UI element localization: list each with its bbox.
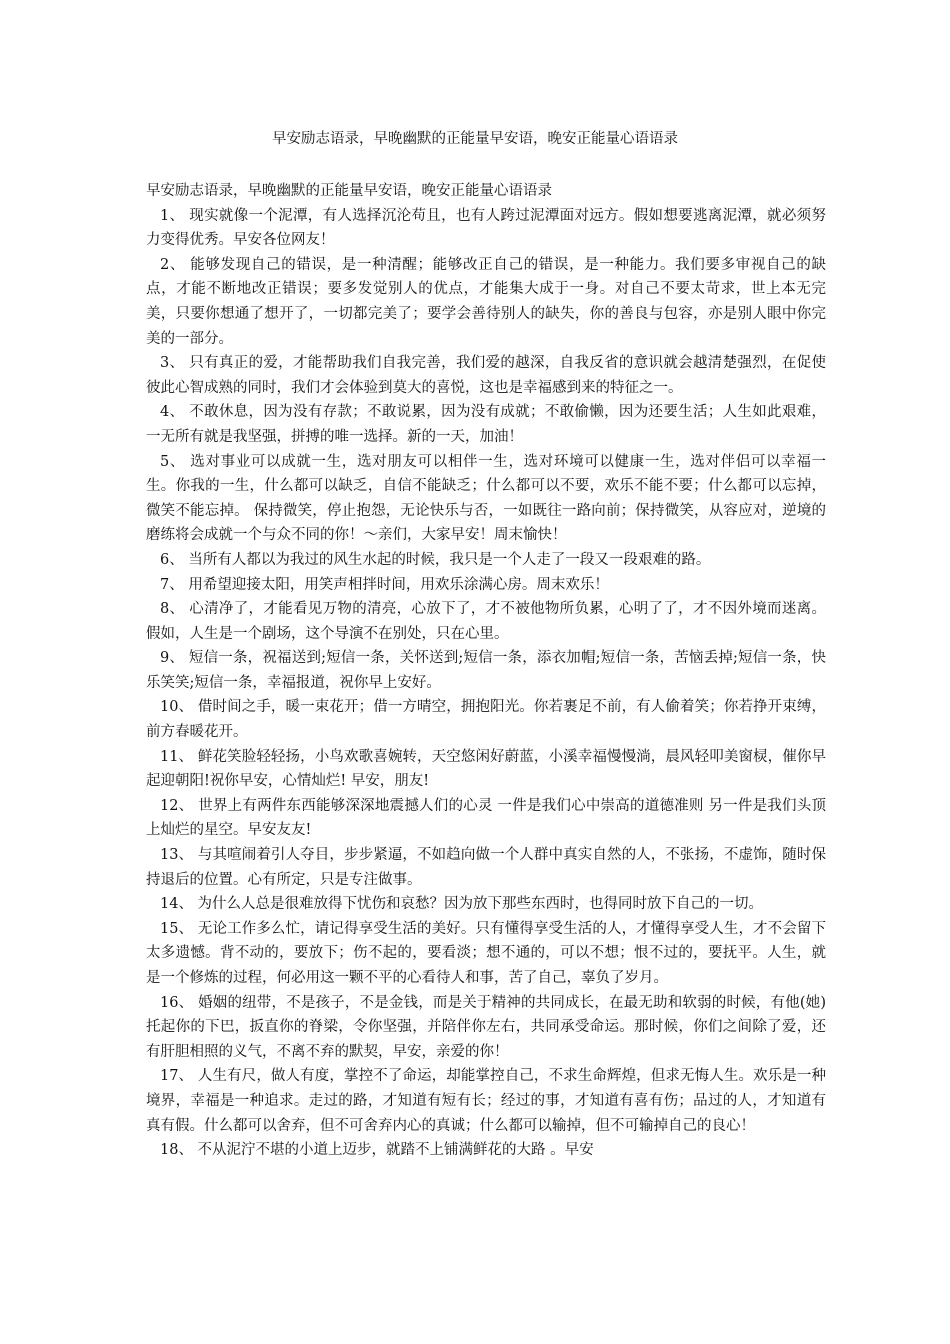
list-item: 5、 选对事业可以成就一生，选对朋友可以相伴一生，选对环境可以健康一生，选对伴侣可以幸福一生。你我的一生，什么都可以缺乏，自信不能缺乏；什么都可以不要，欢乐不能不要；什么都可以忘掉，微笑不能忘掉。 保持微笑，停止抱怨，无论快乐与否，一如既往一路向前；保持微笑，从容应对，逆境的磨练将会成就一个与众不同的你！～亲们，大家早安！周末愉快！ xyxy=(146,453,826,544)
list-item: 15、 无论工作多么忙，请记得享受生活的美好。只有懂得享受生活的人，才懂得享受人生，才不会留下太多遗憾。背不动的，要放下；伤不起的，要看淡；想不通的，可以不想；恨不过的，要抚平。人生，就是一个修炼的过程，何必用这一颗不平的心看待人和事，苦了自己，辜负了岁月。 xyxy=(146,920,826,986)
list-item: 14、 为什么人总是很难放得下忧伤和哀愁？因为放下那些东西时，也得同时放下自己的一切。 xyxy=(160,896,764,913)
list-item: 17、 人生有尺，做人有度，掌控不了命运，却能掌控自己，不求生命辉煌，但求无悔人生。欢乐是一种境界，幸福是一种追求。走过的路，才知道有短有长；经过的事，才知道有喜有伤；品过的人，才知道有真有假。什么都可以舍弃，但不可舍弃内心的真诚；什么都可以输掉，但不可输掉自己的良心！ xyxy=(146,1068,826,1134)
document-title: 早安励志语录，早晚幽默的正能量早安语，晚安正能量心语语录 xyxy=(272,131,678,147)
list-item: 10、 借时间之手，暖一束花开；借一方晴空，拥抱阳光。你若裹足不前，有人偷着笑；你若挣开束缚，前方春暖花开。 xyxy=(146,699,826,741)
list-item: 8、 心清净了，才能看见万物的清亮，心放下了，才不被他物所负累，心明了了，才不因外境而迷离。假如，人生是一个剧场，这个导演不在别处，只在心里。 xyxy=(146,601,826,642)
list-item: 4、 不敢休息，因为没有存款；不敢说累，因为没有成就；不敢偷懒，因为还要生活；人生如此艰难，一无所有就是我坚强，拼搏的唯一选择。新的一天，加油！ xyxy=(146,404,826,445)
list-item: 16、 婚姻的纽带，不是孩子，不是金钱，而是关于精神的共同成长，在最无助和软弱的时候，有他(她)托起你的下巴，扳直你的脊梁，令你坚强，并陪伴你左右，共同承受命运。那时候，你们之间除了爱，还有肝胆相照的义气，不离不弃的默契，早安，亲爱的你！ xyxy=(146,994,826,1060)
list-item: 3、 只有真正的爱，才能帮助我们自我完善，我们爱的越深，自我反省的意识就会越清楚强烈，在促使彼此心智成熟的同时，我们才会体验到莫大的喜悦，这也是幸福感到来的特征之一。 xyxy=(146,355,826,396)
list-item: 1、 现实就像一个泥潭，有人选择沉沦苟且，也有人跨过泥潭面对远方。假如想要逃离泥潭，就必须努力变得优秀。早安各位网友！ xyxy=(146,207,826,249)
list-item: 2、 能够发现自己的错误，是一种清醒；能够改正自己的错误，是一种能力。我们要多审视自己的缺点，才能不断地改正错误；要多发觉别人的优点，才能集大成于一身。对自己不要太苛求，世上本无完美，只要你想通了想开了，一切都完美了；要学会善待别人的缺失，你的善良与包容，亦是别人眼中你完美的一部分。 xyxy=(146,256,826,347)
list-item: 7、 用希望迎接太阳，用笑声相拌时间，用欢乐涂满心房。周末欢乐！ xyxy=(160,576,609,593)
list-item: 6、 当所有人都以为我过的风生水起的时候，我只是一个人走了一段又一段艰难的路。 xyxy=(160,551,711,568)
document-body xyxy=(146,179,826,1163)
list-item: 13、 与其喧闹着引人夺目，步步紧逼，不如趋向做一个人群中真实自然的人，不张扬，不虚饰，随时保持退后的位置。心有所定，只是专注做事。 xyxy=(146,847,826,888)
intro-paragraph: 早安励志语录，早晚幽默的正能量早安语，晚安正能量心语语录 xyxy=(146,183,552,199)
list-item: 18、 不从泥泞不堪的小道上迈步，就踏不上铺满鲜花的大路 。早安 xyxy=(160,1142,594,1159)
list-item: 12、 世界上有两件东西能够深深地震撼人们的心灵 一件是我们心中崇高的道德准则 另一件是我们头顶上灿烂的星空。早安友友! xyxy=(146,797,826,839)
list-item: 9、 短信一条，祝福送到;短信一条，关怀送到;短信一条，添衣加帽;短信一条，苦恼丢掉;短信一条，快乐笑笑;短信一条，幸福报道，祝你早上安好。 xyxy=(146,650,826,691)
list-item: 11、 鲜花笑脸轻轻扬，小鸟欢歌喜婉转，天空悠闲好蔚蓝，小溪幸福慢慢淌，晨风轻叩美窗棂，催你早起迎朝阳!祝你早安，心情灿烂! 早安，朋友! xyxy=(146,748,826,790)
